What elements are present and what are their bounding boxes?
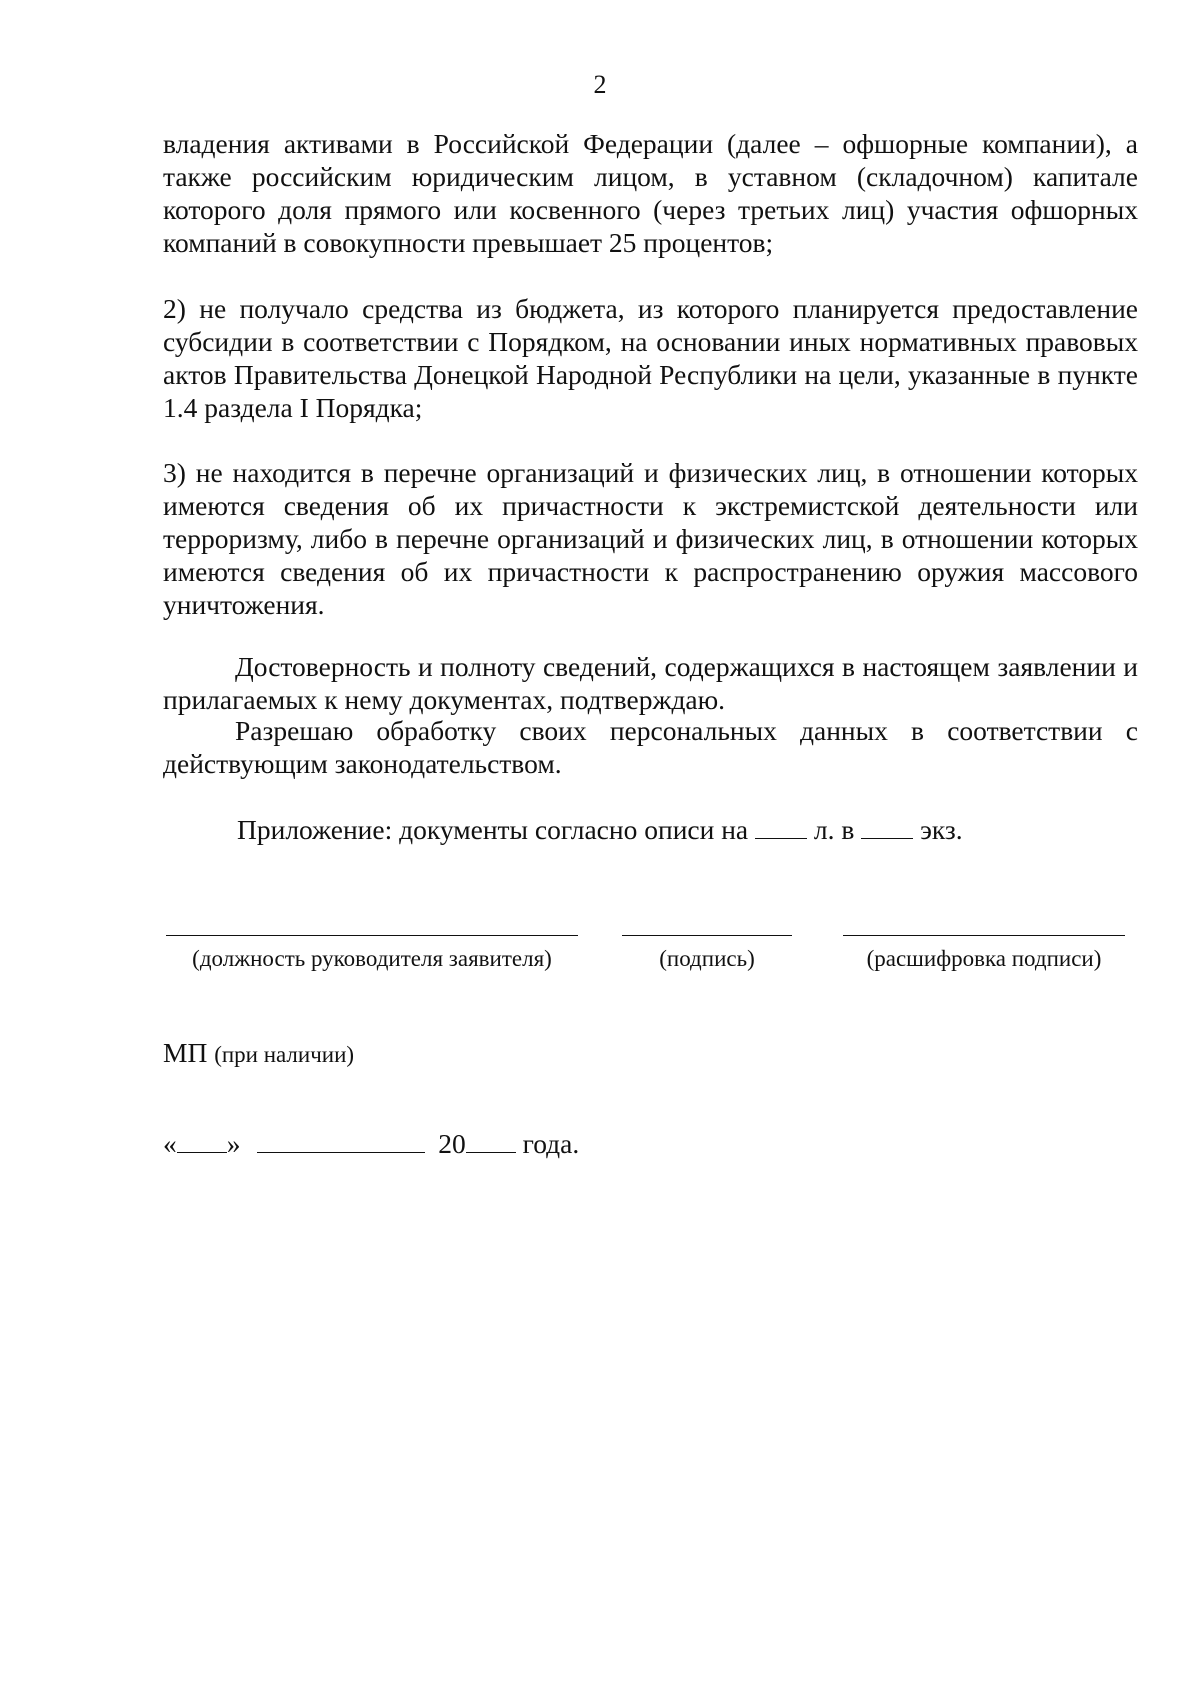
- copy-count-field[interactable]: [861, 816, 913, 839]
- date-open-quote: «: [163, 1128, 177, 1159]
- paragraph-offshore-companies: [163, 127, 1138, 259]
- date-close-quote: »: [226, 1128, 241, 1159]
- attachment-middle: л. в: [813, 814, 855, 845]
- paragraph-personal-data-consent: [163, 714, 1138, 780]
- stamp-place: [163, 1037, 354, 1069]
- date-line: [163, 1128, 579, 1160]
- position-caption: (должность руководителя заявителя): [192, 946, 552, 971]
- paragraph-text: владения активами в Российской Федерации (далее – офшорные компании), а также российским юридическим лицом, в уставном (складочном) капитале которого доля прямого или косвенного (через третьих лиц) участия офшорных компаний в совокупности превышает 25 процентов;: [163, 128, 1138, 258]
- paragraph-extremism-list: [163, 456, 1138, 621]
- paragraph-text: Разрешаю обработку своих персональных данных в соответствии с действующим законодательством.: [163, 715, 1138, 779]
- attachment-prefix: Приложение: документы согласно описи на: [237, 814, 749, 845]
- stamp-note: (при наличии): [214, 1042, 355, 1067]
- attachment-line: [237, 813, 963, 846]
- paragraph-text: 3) не находится в перечне организаций и физических лиц, в отношении которых имеются сведения об их причастности к экстремистской деятельности или терроризму, либо в перечне организаций и физических лиц, в отношении которых имеются сведения об их причастности к распространению оружия массового уничтожения.: [163, 457, 1138, 620]
- decoding-signature-line[interactable]: [843, 935, 1125, 936]
- attachment-suffix: экз.: [920, 814, 963, 845]
- sheet-count-field[interactable]: [755, 816, 807, 839]
- year-field[interactable]: [466, 1130, 516, 1153]
- paragraph-text: 2) не получало средства из бюджета, из которого планируется предоставление субсидии в соответствии с Порядком, на основании иных нормативных правовых актов Правительства Донецкой Народной Республики на цели, указанные в пункте 1.4 раздела I Порядка;: [163, 293, 1138, 423]
- position-signature-line[interactable]: [166, 935, 578, 936]
- signature-caption: (подпись): [659, 946, 755, 971]
- paragraph-text: Достоверность и полноту сведений, содержащихся в настоящем заявлении и прилагаемых к нему документах, подтверждаю.: [163, 651, 1138, 715]
- month-field[interactable]: [257, 1130, 425, 1153]
- signature-line[interactable]: [622, 935, 792, 936]
- day-field[interactable]: [177, 1130, 227, 1153]
- stamp-label: МП: [163, 1037, 208, 1068]
- decoding-caption: (расшифровка подписи): [866, 946, 1102, 971]
- date-suffix: года.: [522, 1128, 580, 1159]
- date-century: 20: [438, 1128, 466, 1159]
- page-number: 2: [593, 70, 607, 99]
- paragraph-accuracy-confirmation: [163, 650, 1138, 716]
- paragraph-budget-funds: [163, 292, 1138, 424]
